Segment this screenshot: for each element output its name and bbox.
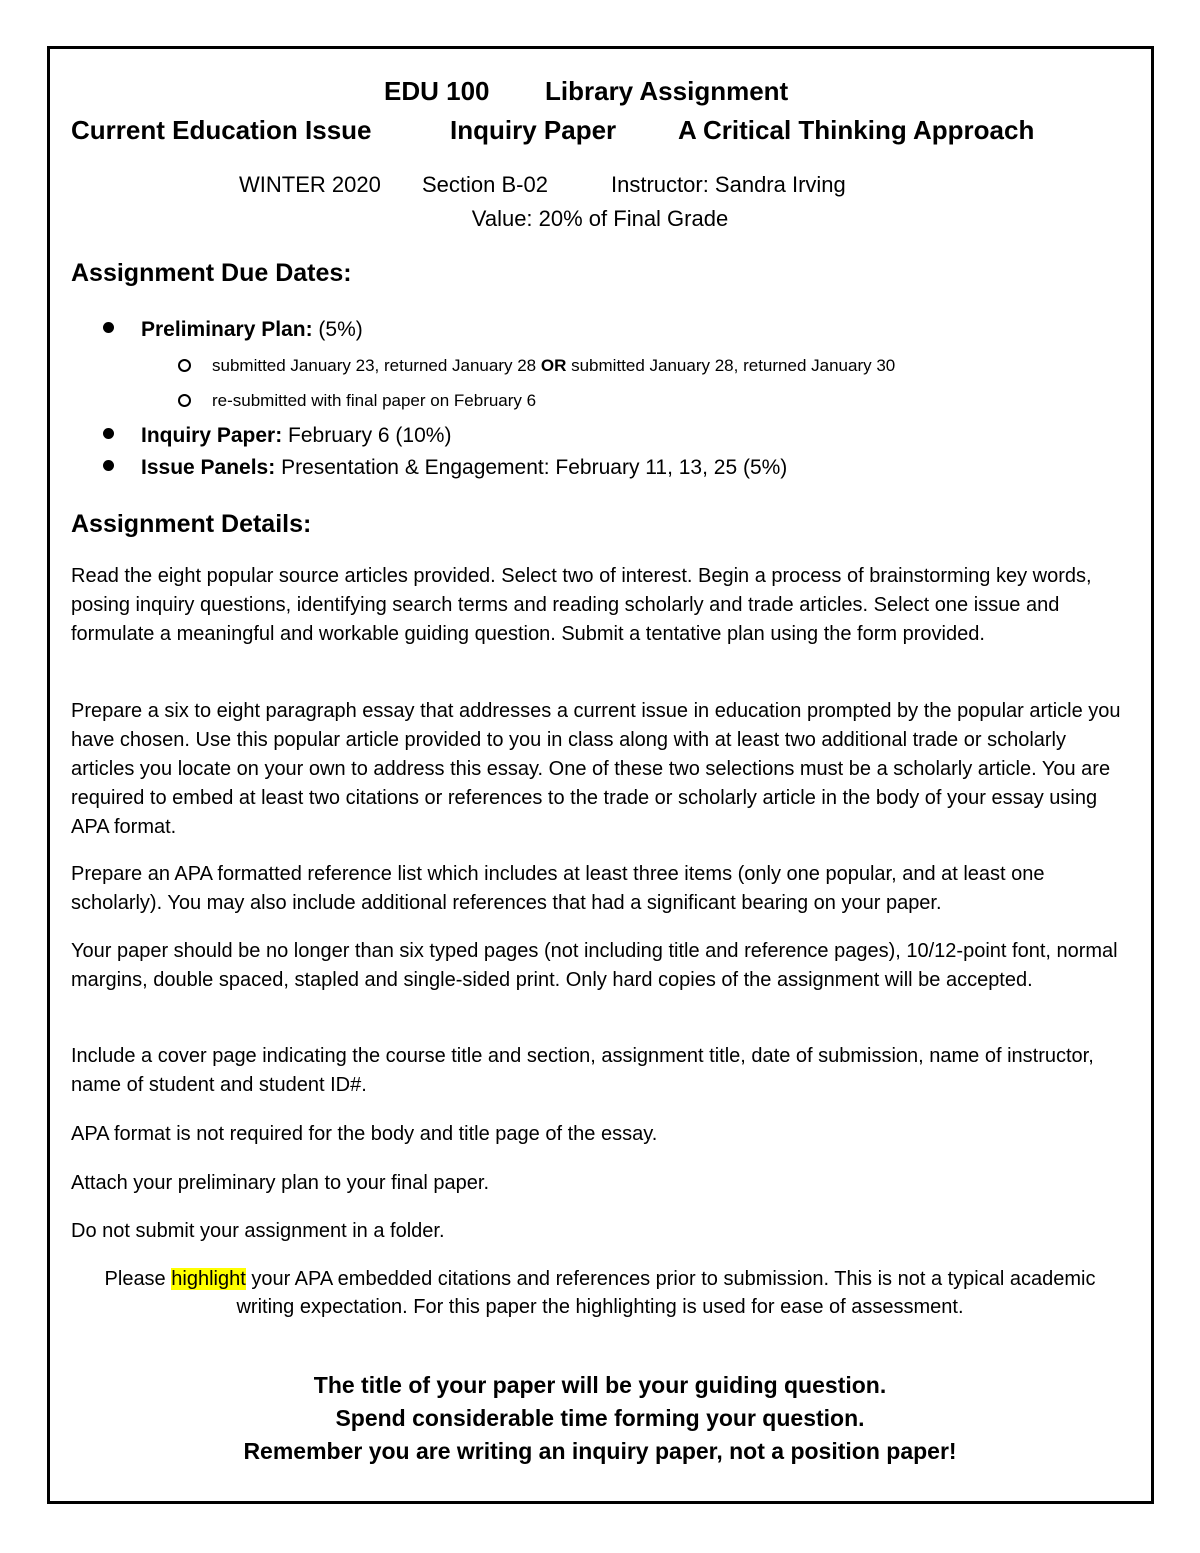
title-part-3: A Critical Thinking Approach: [678, 115, 1035, 145]
hollow-bullet-icon: [178, 359, 191, 372]
details-paragraph: Prepare an APA formatted reference list which includes at least three items (only one popular, and at least one scholarly). You may also include additional references that had a significant bearing on your paper.: [71, 863, 1045, 914]
details-paragraph: APA format is not required for the body and title page of the essay.: [71, 1123, 658, 1145]
hollow-bullet-icon: [178, 394, 191, 407]
bullet-label: Inquiry Paper:: [141, 424, 283, 447]
bullet-icon: [103, 460, 114, 471]
highlighted-word: highlight: [171, 1268, 246, 1290]
highlight-note: Please highlight your APA embedded citations and references prior to submission. This is not a typical academic writing expectation. For this paper the highlighting is used for ease of assessment.: [104, 1268, 1096, 1318]
details-paragraph: Prepare a six to eight paragraph essay that addresses a current issue in education prompted by the popular article you have chosen. Use this popular article provided to you in class along with at least two additional trade or scholarly articles you locate on your own to address this essay. One of these two selections must be a scholarly article. You are required to embed at least two citations or references to the trade or scholarly article in the body of your essay using APA format.: [71, 700, 1121, 838]
bullet-icon: [103, 428, 114, 439]
due-dates-heading: Assignment Due Dates:: [71, 259, 352, 287]
details-paragraph: Your paper should be no longer than six typed pages (not including title and reference pages), 10/12-point font, normal margins, double spaced, stapled and single-sided print. Only hard copies of the assignment will be accepted.: [71, 940, 1118, 991]
course-code: EDU 100: [384, 76, 490, 106]
bullet-label: Issue Panels:: [141, 456, 276, 479]
closing-line: Spend considerable time forming your question.: [335, 1405, 865, 1431]
bullet-label: Preliminary Plan:: [141, 318, 313, 341]
term: WINTER 2020: [239, 172, 381, 197]
bullet-detail: (5%): [312, 318, 363, 341]
details-paragraph: Read the eight popular source articles provided. Select two of interest. Begin a process of brainstorming key words, posing inquiry questions, identifying search terms and reading scholarly and trade articles. Select one issue and formulate a meaningful and workable guiding question. Submit a tentative plan using the form provided.: [71, 565, 1092, 645]
bullet-detail: Presentation & Engagement: February 11, 13, 25 (5%): [275, 456, 788, 479]
instructor: Instructor: Sandra Irving: [611, 172, 846, 197]
assignment-name: Library Assignment: [545, 76, 789, 106]
details-paragraph: Attach your preliminary plan to your final paper.: [71, 1172, 489, 1194]
title-part-2: Inquiry Paper: [450, 115, 617, 145]
bullet-detail: February 6 (10%): [282, 424, 452, 447]
details-paragraph: Include a cover page indicating the course title and section, assignment title, date of submission, name of instructor, name of student and student ID#.: [71, 1045, 1094, 1096]
details-paragraph: Do not submit your assignment in a folder.: [71, 1220, 445, 1242]
closing-line: Remember you are writing an inquiry paper, not a position paper!: [243, 1438, 957, 1464]
details-heading: Assignment Details:: [71, 510, 312, 538]
title-part-1: Current Education Issue: [71, 115, 372, 145]
grade-value: Value: 20% of Final Grade: [471, 206, 729, 231]
section: Section B-02: [422, 172, 548, 197]
closing-line: The title of your paper will be your guiding question.: [313, 1372, 887, 1398]
bullet-icon: [103, 322, 114, 333]
